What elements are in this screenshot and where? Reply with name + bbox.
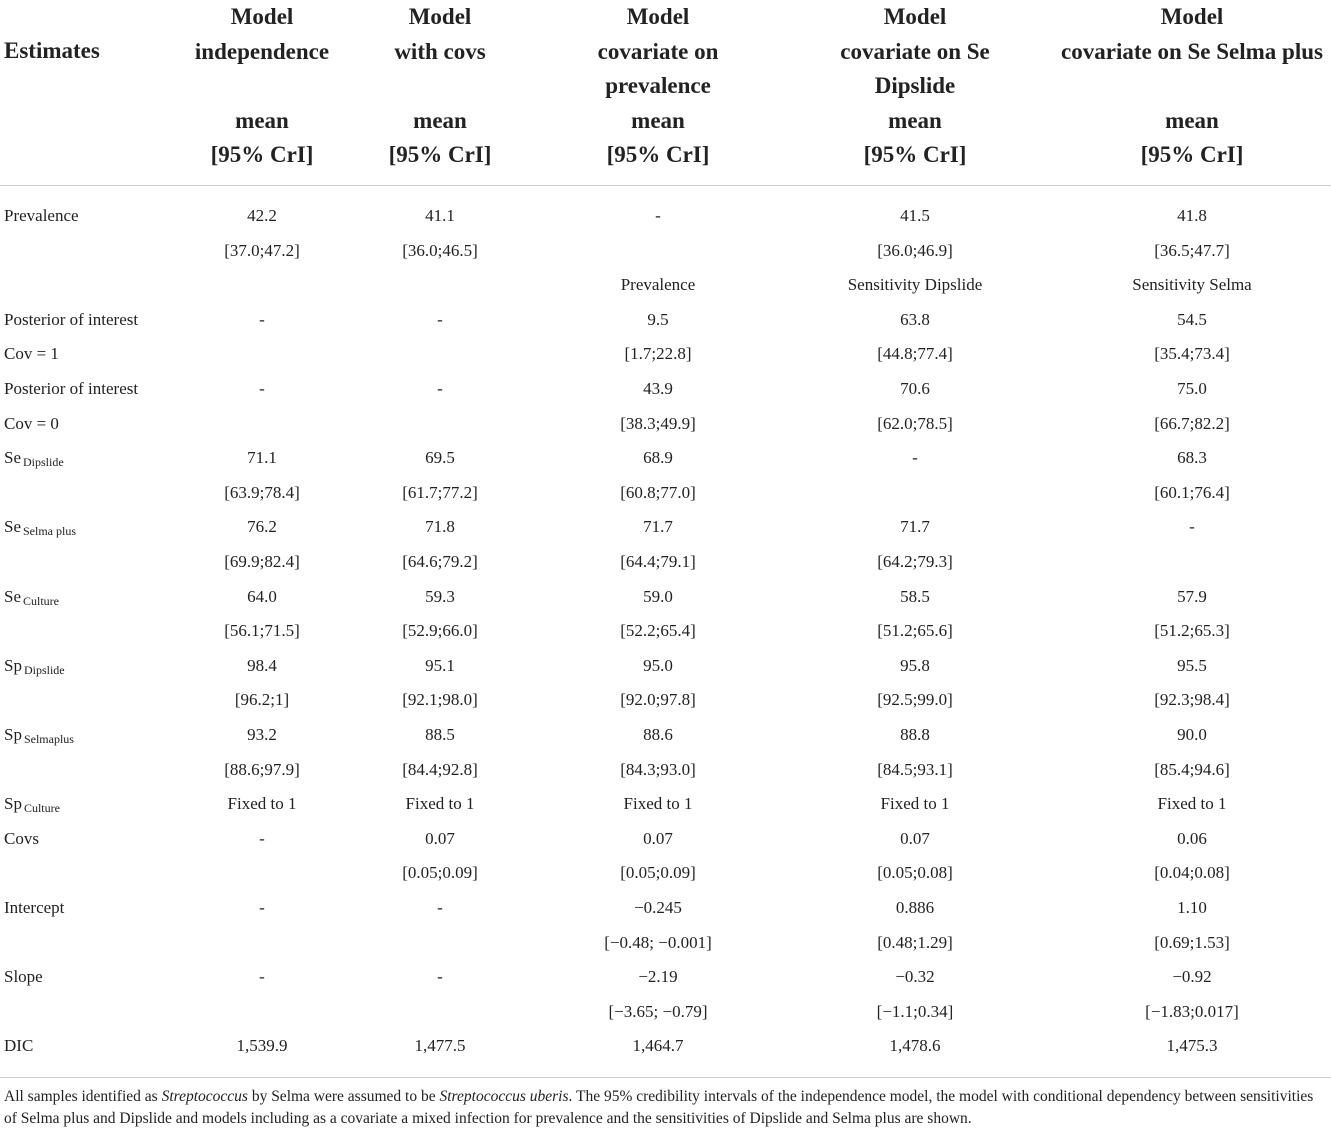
table-cell: - bbox=[437, 967, 443, 987]
table-cell: [44.8;77.4] bbox=[877, 344, 953, 364]
row-label-text: Se bbox=[4, 586, 21, 606]
table-cell: 54.5 bbox=[1177, 309, 1207, 329]
header-line: with covs bbox=[394, 38, 486, 64]
row-label-text: Se bbox=[4, 448, 21, 468]
table-cell: 76.2 bbox=[247, 517, 277, 537]
table-cell: 59.3 bbox=[425, 586, 455, 606]
table-cell: 41.1 bbox=[425, 206, 455, 225]
table-cell: - bbox=[912, 448, 918, 468]
table-cell: [−0.48; −0.001] bbox=[604, 932, 712, 952]
table-cell: [0.05;0.08] bbox=[877, 863, 953, 883]
table-footnote bbox=[4, 1086, 1328, 1130]
row-label-text: Posterior of interest bbox=[4, 379, 139, 398]
row-label bbox=[4, 829, 39, 849]
row-label-subscript: Selma plus bbox=[23, 524, 76, 539]
table-cell: - bbox=[259, 967, 265, 987]
header-rule bbox=[0, 185, 1331, 186]
table-cell: [64.2;79.3] bbox=[877, 552, 953, 571]
row-label-text: Prevalence bbox=[4, 206, 79, 225]
table-cell: [60.1;76.4] bbox=[1154, 482, 1230, 502]
table-cell: 95.8 bbox=[900, 655, 930, 675]
table-cell: 1,478.6 bbox=[889, 1036, 941, 1056]
header-line: covariate on Se Selma plus bbox=[1061, 38, 1323, 64]
row-label bbox=[4, 379, 138, 399]
row-label-text: Posterior of interest bbox=[4, 309, 139, 329]
footer-rule bbox=[0, 1077, 1331, 1078]
table-cell: 9.5 bbox=[647, 309, 669, 329]
table-cell: 0.06 bbox=[1177, 828, 1207, 848]
table-cell: Fixed to 1 bbox=[405, 794, 475, 814]
row-label bbox=[4, 898, 64, 918]
table-cell: 59.0 bbox=[643, 586, 673, 606]
table-cell: 88.5 bbox=[425, 725, 455, 744]
table-cell: 88.8 bbox=[900, 725, 930, 744]
header-line: mean bbox=[631, 107, 685, 133]
row-label-subscript: Culture bbox=[23, 801, 60, 816]
row-label-text: Cov = 0 bbox=[4, 413, 59, 433]
row-label bbox=[4, 310, 138, 330]
table-cell: 58.5 bbox=[900, 586, 930, 606]
table-cell: 90.0 bbox=[1177, 725, 1207, 744]
table-cell: [38.3;49.9] bbox=[620, 413, 696, 433]
table-cell: [66.7;82.2] bbox=[1154, 413, 1230, 433]
table-cell: 1,477.5 bbox=[414, 1036, 466, 1056]
header-column-5 bbox=[1061, 0, 1323, 173]
table-cell: [88.6;97.9] bbox=[224, 759, 300, 779]
table-cell: [92.3;98.4] bbox=[1154, 690, 1230, 710]
row-label-text: Sp bbox=[4, 655, 22, 675]
table-cell: [96.2;1] bbox=[234, 690, 290, 710]
table-cell: [0.69;1.53] bbox=[1154, 932, 1230, 952]
table-cell: −0.32 bbox=[895, 967, 935, 987]
header-line: mean bbox=[235, 107, 289, 133]
row-label bbox=[4, 448, 64, 472]
table-cell: - bbox=[259, 379, 265, 398]
table-cell: [84.3;93.0] bbox=[620, 759, 696, 779]
header-column-4 bbox=[840, 0, 989, 173]
footnote-text-1: All samples identified as bbox=[4, 1088, 162, 1105]
row-label-text: Intercept bbox=[4, 898, 65, 917]
header-line: mean bbox=[413, 107, 467, 133]
table-cell: 63.8 bbox=[900, 309, 930, 329]
table-cell: - bbox=[437, 898, 443, 917]
table-cell: 0.07 bbox=[425, 828, 455, 848]
table-cell: 1,464.7 bbox=[632, 1036, 684, 1056]
header-line: [95% CrI] bbox=[863, 142, 967, 167]
table-cell: 68.3 bbox=[1177, 448, 1207, 468]
row-label-text: Covs bbox=[4, 828, 39, 848]
table-cell: [56.1;71.5] bbox=[224, 621, 300, 641]
table-cell: 64.0 bbox=[247, 586, 277, 606]
header-line: covariate on Se bbox=[840, 38, 990, 64]
header-line bbox=[389, 69, 492, 104]
table-cell: [0.48;1.29] bbox=[877, 932, 953, 952]
table-cell: [63.9;78.4] bbox=[224, 482, 300, 502]
header-line: independence bbox=[194, 38, 330, 64]
row-label bbox=[4, 967, 43, 987]
table-cell: [52.2;65.4] bbox=[620, 621, 696, 641]
row-label bbox=[4, 1036, 33, 1056]
table-cell: [85.4;94.6] bbox=[1154, 759, 1230, 779]
header-line: Model bbox=[408, 4, 472, 29]
header-line: [95% CrI] bbox=[210, 142, 314, 167]
row-label-subscript: Culture bbox=[23, 593, 59, 608]
table-cell: [60.8;77.0] bbox=[620, 482, 696, 502]
table-cell: 70.6 bbox=[900, 379, 930, 398]
row-label bbox=[4, 414, 59, 434]
table-cell: 41.8 bbox=[1177, 206, 1207, 225]
table-cell: 1,475.3 bbox=[1166, 1036, 1218, 1056]
table-cell: - bbox=[437, 309, 443, 329]
table-cell: Fixed to 1 bbox=[880, 794, 950, 814]
table-cell: 95.0 bbox=[643, 655, 673, 675]
table-cell: Sensitivity Selma bbox=[1132, 275, 1252, 295]
table-cell: [92.0;97.8] bbox=[620, 690, 696, 710]
table-cell: [64.6;79.2] bbox=[402, 552, 478, 571]
header-line: [95% CrI] bbox=[606, 142, 710, 167]
table-cell: [84.5;93.1] bbox=[877, 759, 953, 779]
row-label bbox=[4, 206, 79, 226]
row-label bbox=[4, 656, 65, 680]
table-cell: 69.5 bbox=[425, 448, 455, 468]
row-label-subscript: Selmaplus bbox=[23, 732, 74, 746]
table-cell: [1.7;22.8] bbox=[624, 344, 692, 364]
table-cell: - bbox=[655, 206, 661, 225]
table-cell: 0.07 bbox=[643, 828, 673, 848]
table-cell: [92.1;98.0] bbox=[402, 690, 478, 710]
table-cell: [69.9;82.4] bbox=[224, 552, 300, 571]
footnote-text-3: . The 95% credibility intervals of the independence model, the model with conditional dependency between sensitivities of Selma plus and Dipslide and models including as a covariate a mixed infection for prevalence and the sensitivities of Dipslide and Selma plus are shown. bbox=[4, 1088, 1314, 1127]
table-cell: Prevalence bbox=[620, 275, 696, 295]
header-line bbox=[195, 69, 329, 104]
table-cell: - bbox=[259, 309, 265, 329]
header-column-2 bbox=[389, 0, 492, 173]
row-label-text: Slope bbox=[4, 967, 43, 987]
footnote-italic-2: Streptococcus uberis bbox=[439, 1088, 569, 1105]
table-cell: Fixed to 1 bbox=[623, 794, 693, 814]
table-cell: - bbox=[437, 379, 443, 398]
table-cell: 1,539.9 bbox=[236, 1036, 288, 1056]
table-cell: 95.5 bbox=[1177, 655, 1207, 675]
table-cell: [−1.83;0.017] bbox=[1145, 1001, 1239, 1021]
table-cell: 71.1 bbox=[247, 448, 277, 468]
table-cell: 71.7 bbox=[900, 517, 930, 537]
table-cell: [52.9;66.0] bbox=[402, 621, 478, 641]
header-line: Model bbox=[1160, 4, 1224, 29]
table-cell: [51.2;65.3] bbox=[1154, 621, 1230, 641]
header-line: Model bbox=[230, 4, 294, 29]
table-cell: 88.6 bbox=[643, 725, 673, 744]
table-cell: 42.2 bbox=[247, 206, 277, 225]
table-cell: 93.2 bbox=[247, 725, 277, 744]
table-cell: 71.7 bbox=[643, 517, 673, 537]
table-cell: [51.2;65.6] bbox=[877, 621, 953, 641]
table-cell: 57.9 bbox=[1177, 586, 1207, 606]
row-label-text: DIC bbox=[4, 1036, 34, 1056]
table-cell: [61.7;77.2] bbox=[402, 482, 478, 502]
table-cell: −0.92 bbox=[1172, 967, 1212, 987]
row-label-text: Cov = 1 bbox=[4, 344, 59, 364]
table-cell: [92.5;99.0] bbox=[877, 690, 953, 710]
row-label bbox=[4, 725, 74, 749]
table-cell: [0.04;0.08] bbox=[1154, 863, 1230, 883]
row-label bbox=[4, 517, 76, 541]
table-cell: [36.0;46.5] bbox=[402, 240, 478, 260]
row-label-subscript: Dipslide bbox=[23, 662, 65, 677]
table-cell: 98.4 bbox=[247, 655, 277, 675]
row-label bbox=[4, 587, 59, 611]
header-line bbox=[1061, 69, 1323, 104]
table-cell: Fixed to 1 bbox=[227, 794, 297, 814]
table-cell: −2.19 bbox=[638, 967, 678, 987]
table-cell: 0.886 bbox=[895, 898, 935, 917]
table-cell: 68.9 bbox=[643, 448, 673, 468]
row-label-text: Se bbox=[4, 517, 21, 537]
table-cell: [64.4;79.1] bbox=[620, 552, 696, 571]
table-cell: 1.10 bbox=[1177, 898, 1207, 917]
header-column-3 bbox=[598, 0, 719, 173]
table-cell: - bbox=[259, 898, 265, 917]
table-cell: 71.8 bbox=[425, 517, 455, 537]
footnote-italic-1: Streptococcus bbox=[161, 1088, 248, 1105]
table-cell: Sensitivity Dipslide bbox=[847, 275, 983, 295]
header-line: mean bbox=[888, 107, 942, 133]
table-cell: [−3.65; −0.79] bbox=[608, 1001, 708, 1021]
table-cell: −0.245 bbox=[634, 898, 682, 917]
row-label bbox=[4, 794, 60, 818]
header-column-1 bbox=[195, 0, 329, 173]
header-line: Model bbox=[626, 4, 690, 29]
table-cell: - bbox=[259, 828, 265, 848]
row-label-text: Sp bbox=[4, 725, 22, 744]
header-line: covariate on bbox=[597, 38, 719, 64]
header-line: [95% CrI] bbox=[1140, 142, 1244, 167]
table-cell: 75.0 bbox=[1177, 379, 1207, 398]
table-cell: [62.0;78.5] bbox=[877, 413, 953, 433]
table-cell: [0.05;0.09] bbox=[620, 863, 696, 883]
header-line: [95% CrI] bbox=[388, 142, 492, 167]
row-label-subscript: Dipslide bbox=[23, 455, 64, 470]
header-line: prevalence bbox=[605, 73, 711, 98]
table-cell: [35.4;73.4] bbox=[1154, 344, 1230, 364]
table-cell: 41.5 bbox=[900, 206, 930, 225]
table-cell: 0.07 bbox=[900, 828, 930, 848]
header-line: Model bbox=[883, 4, 947, 29]
table-cell: 95.1 bbox=[425, 655, 455, 675]
table-cell: Fixed to 1 bbox=[1157, 794, 1227, 814]
table-cell: [0.05;0.09] bbox=[402, 863, 478, 883]
table-cell: 43.9 bbox=[643, 379, 673, 398]
table-cell: [84.4;92.8] bbox=[402, 759, 478, 779]
table-cell: [37.0;47.2] bbox=[224, 240, 300, 260]
table-cell: [36.5;47.7] bbox=[1154, 240, 1230, 260]
header-estimates: Estimates bbox=[4, 38, 100, 63]
table-cell: [−1.1;0.34] bbox=[876, 1001, 954, 1021]
header-line: Dipslide bbox=[874, 73, 956, 98]
table-cell: - bbox=[1189, 517, 1195, 537]
header-line: mean bbox=[1165, 107, 1219, 133]
row-label bbox=[4, 344, 59, 364]
footnote-text-2: by Selma were assumed to be bbox=[247, 1088, 440, 1105]
row-label-text: Sp bbox=[4, 794, 22, 814]
table-cell: [36.0;46.9] bbox=[877, 240, 953, 260]
